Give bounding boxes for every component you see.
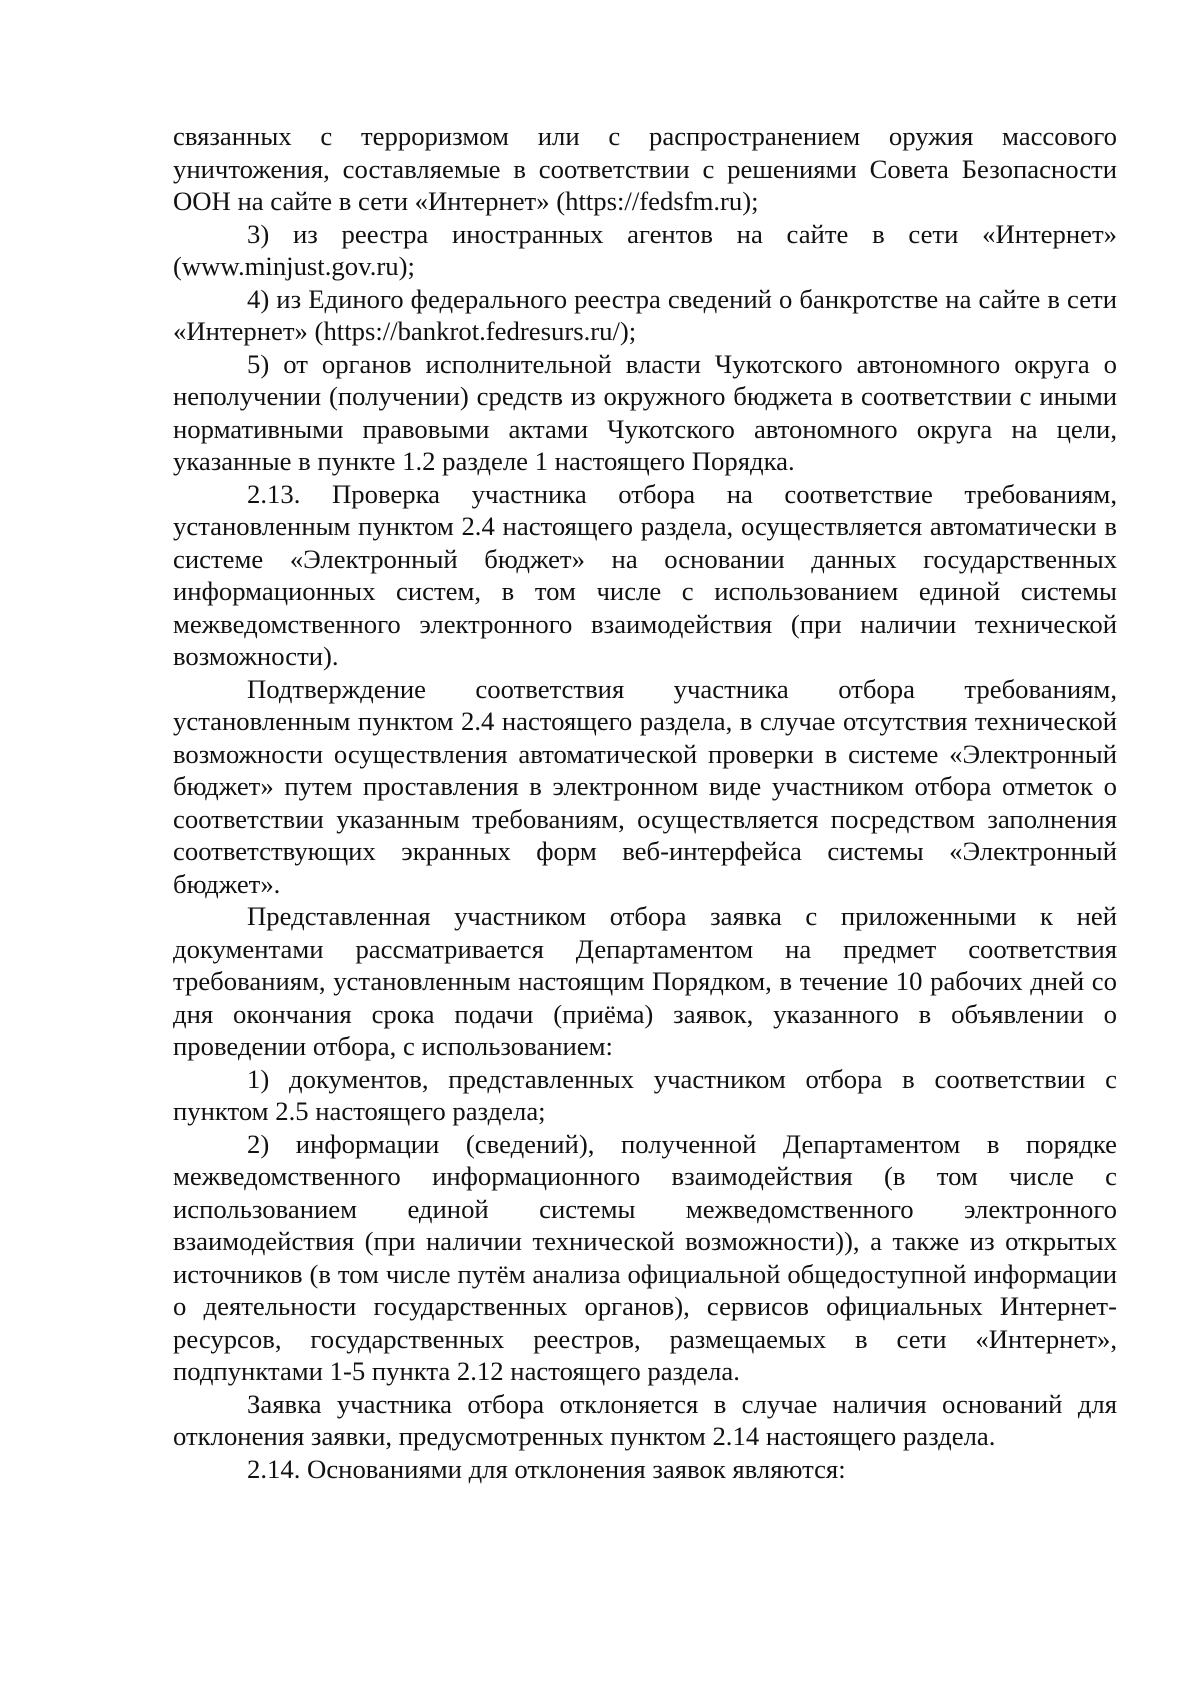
paragraph-rejection: Заявка участника отбора отклоняется в случае наличия оснований для отклонения заявки, предусмотренных пунктом 2.14 настоящего раздела.: [173, 1388, 1117, 1451]
paragraph-item-3: 3) из реестра иностранных агентов на сайте в сети «Интернет» (www.minjust.gov.ru);: [173, 218, 1117, 281]
document-body: [173, 120, 1117, 1485]
paragraph-2-13: 2.13. Проверка участника отбора на соответствие требованиям, установленным пунктом 2.4 настоящего раздела, осуществляется автоматически в системе «Электронный бюджет» на основании данных государственных информационных систем, в том числе с использованием единой системы межведомственного электронного взаимодействия (при наличии технической возможности).: [173, 478, 1117, 671]
paragraph-review-item-2: 2) информации (сведений), полученной Департаментом в порядке межведомственного информационного взаимодействия (в том числе с использованием единой системы межведомственного электронного взаимодействия (при наличии технической возможности)), а также из открытых источников (в том числе путём анализа официальной общедоступной информации о деятельности государственных органов), сервисов официальных Интернет-ресурсов, государственных реестров, размещаемых в сети «Интернет», подпунктами 1-5 пункта 2.12 настоящего раздела.: [173, 1128, 1117, 1386]
paragraph-item-5: 5) от органов исполнительной власти Чукотского автономного округа о неполучении (получении) средств из окружного бюджета в соответствии с иными нормативными правовыми актами Чукотского автономного округа на цели, указанные в пункте 1.2 разделе 1 настоящего Порядка.: [173, 348, 1117, 476]
paragraph-continuation: связанных с терроризмом или с распространением оружия массового уничтожения, составляемые в соответствии с решениями Совета Безопасности ООН на сайте в сети «Интернет» (https://fedsfm.ru);: [173, 121, 1117, 216]
paragraph-application-review: Представленная участником отбора заявка с приложенными к ней документами рассматривается Департаментом на предмет соответствия требованиям, установленным настоящим Порядком, в течение 10 рабочих дней со дня окончания срока подачи (приёма) заявок, указанного в объявлении о проведении отбора, с использованием:: [173, 901, 1117, 1061]
paragraph-item-4: 4) из Единого федерального реестра сведений о банкротстве на сайте в сети «Интернет» (https://bankrot.fedresurs.ru/);: [173, 283, 1117, 346]
paragraph-confirmation: Подтверждение соответствия участника отбора требованиям, установленным пунктом 2.4 настоящего раздела, в случае отсутствия технической возможности осуществления автоматической проверки в системе «Электронный бюджет» путем проставления в электронном виде участником отбора отметок о соответствии указанным требованиям, осуществляется посредством заполнения соответствующих экранных форм веб-интерфейса системы «Электронный бюджет».: [173, 673, 1117, 899]
paragraph-2-14: 2.14. Основаниями для отклонения заявок являются:: [247, 1453, 846, 1484]
paragraph-review-item-1: 1) документов, представленных участником отбора в соответствии с пунктом 2.5 настоящего раздела;: [173, 1063, 1117, 1126]
